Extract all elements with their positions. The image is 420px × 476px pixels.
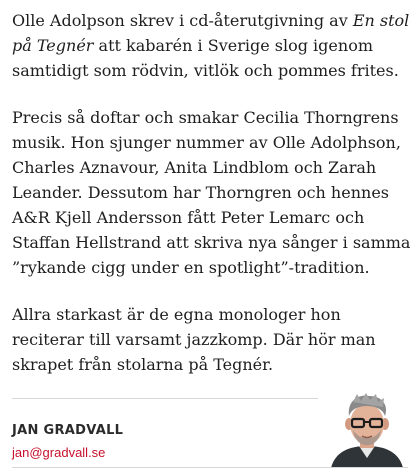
- author-email-link[interactable]: jan@gradvall.se: [12, 445, 106, 460]
- author-byline: [0, 390, 420, 476]
- author-name[interactable]: JAN GRADVALL: [12, 423, 124, 438]
- paragraph-1-lead: Olle Adolpson skrev i cd-återutgivning av: [12, 11, 353, 30]
- byline-divider-top: [12, 398, 318, 399]
- paragraph-3: Allra starkast är de egna monologer hon reciterar till varsamt jazzkomp. Där hör man skrapet från stolarna på Tegnér.: [12, 305, 376, 374]
- paragraph-1: [12, 8, 416, 83]
- byline-divider-bottom: [12, 467, 408, 468]
- paragraph-1-tail: att kabarén i Sverige slog igenom samtidigt som rödvin, vitlök och pommes frites.: [12, 36, 399, 80]
- paragraph-2: Precis så doftar och smakar Cecilia Thorngrens musik. Hon sjunger nummer av Olle Adolphson, Charles Aznavour, Anita Lindblom och Zarah Leander. Dessutom har Thorngren och hennes A&R Kjell Andersson fått Peter Lemarc och Staffan Hellstrand att skriva nya sånger i samma ”rykande cigg under en spotlight”-tradition.: [12, 108, 411, 277]
- album-title: En stol på Tegnér: [12, 11, 410, 55]
- author-avatar: [327, 392, 407, 468]
- article-body: [12, 8, 416, 399]
